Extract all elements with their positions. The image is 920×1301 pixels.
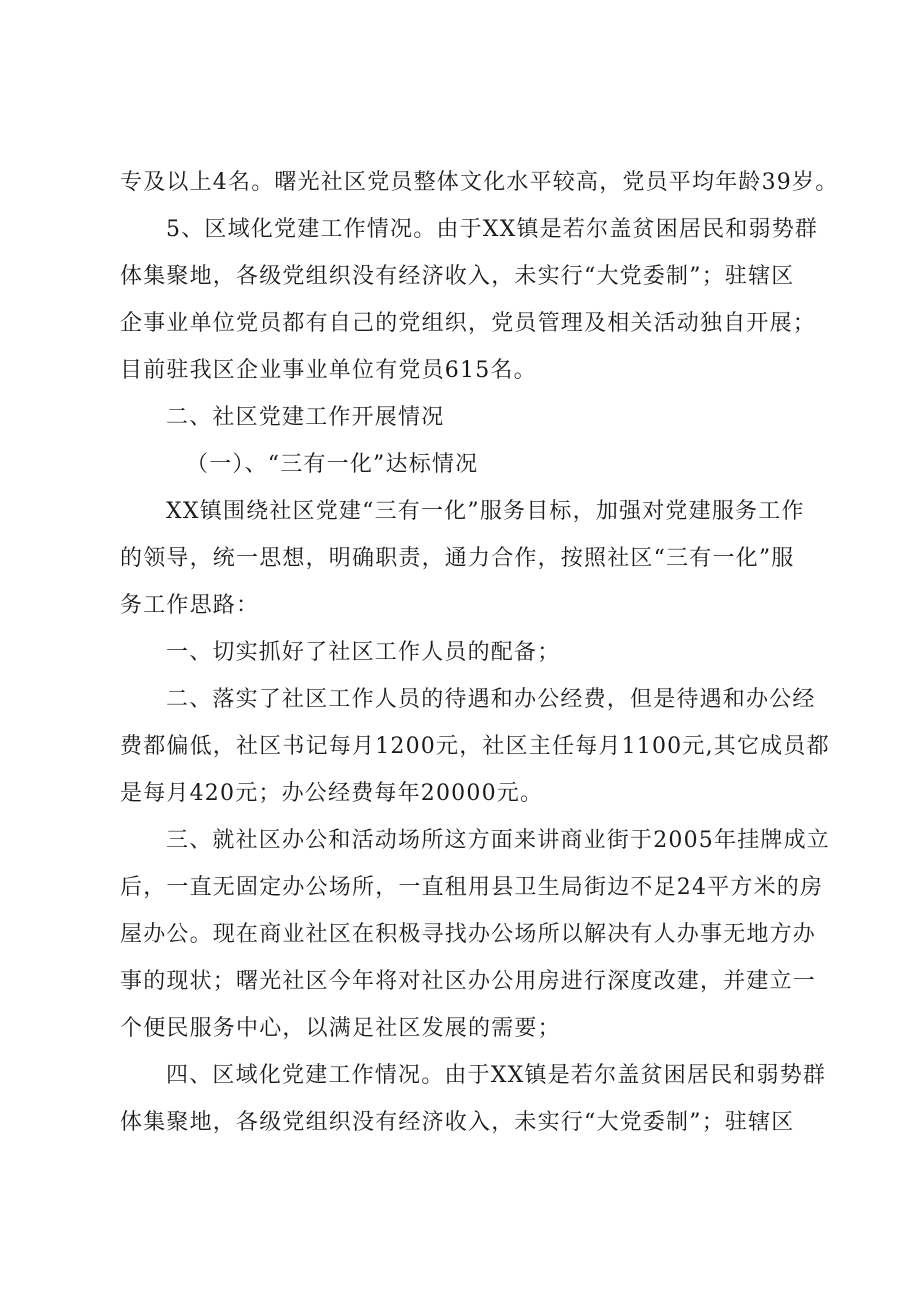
text-line-15: 三、就社区办公和活动场所这方面来讲商业街于2005年挂牌成立 [166, 828, 830, 853]
text-line-20: 四、区域化党建工作情况。由于XX镇是若尔盖贫困居民和弱势群 [166, 1063, 827, 1088]
text-line-16: 后，一直无固定办公场所，一直租用县卫生局街边不足24平方米的房 [120, 875, 824, 900]
text-line-4: 企事业单位党员都有自己的党组织，党员管理及相关活动独自开展； [120, 311, 817, 336]
text-line-21: 体集聚地，各级党组织没有经济收入，未实行“大党委制”；驻辖区 [120, 1110, 795, 1135]
text-line-11: 一、切实抓好了社区工作人员的配备； [166, 640, 561, 665]
subsection-heading: （一）、“三有一化”达标情况 [186, 452, 479, 477]
text-line-9: 的领导，统一思想，明确职责，通力合作，按照社区“三有一化”服 [120, 546, 795, 571]
text-line-17: 屋办公。现在商业社区在积极寻找办公场所以解决有人办事无地方办 [120, 922, 817, 947]
text-line-18: 事的现状；曙光社区今年将对社区办公用房进行深度改建，并建立一 [120, 969, 817, 994]
text-line-19: 个便民服务中心，以满足社区发展的需要； [120, 1016, 561, 1041]
text-line-5: 目前驻我区企业事业单位有党员615名。 [120, 358, 537, 383]
text-line-13: 费都偏低，社区书记每月1200元，社区主任每月1100元,其它成员都 [120, 734, 830, 759]
text-line-2: 5、区域化党建工作情况。由于XX镇是若尔盖贫困居民和弱势群 [166, 217, 819, 242]
text-line-14: 是每月420元；办公经费每年20000元。 [120, 781, 544, 806]
text-line-10: 务工作思路： [120, 593, 260, 618]
text-line-3: 体集聚地，各级党组织没有经济收入，未实行“大党委制”；驻辖区 [120, 264, 795, 289]
text-line-8: XX镇围绕社区党建“三有一化”服务目标，加强对党建服务工作 [166, 499, 805, 524]
text-line-12: 二、落实了社区工作人员的待遇和办公经费，但是待遇和办公经 [166, 687, 816, 712]
text-line-1: 专及以上4名。曙光社区党员整体文化水平较高，党员平均年龄39岁。 [120, 170, 839, 195]
section-heading: 二、社区党建工作开展情况 [166, 405, 445, 430]
